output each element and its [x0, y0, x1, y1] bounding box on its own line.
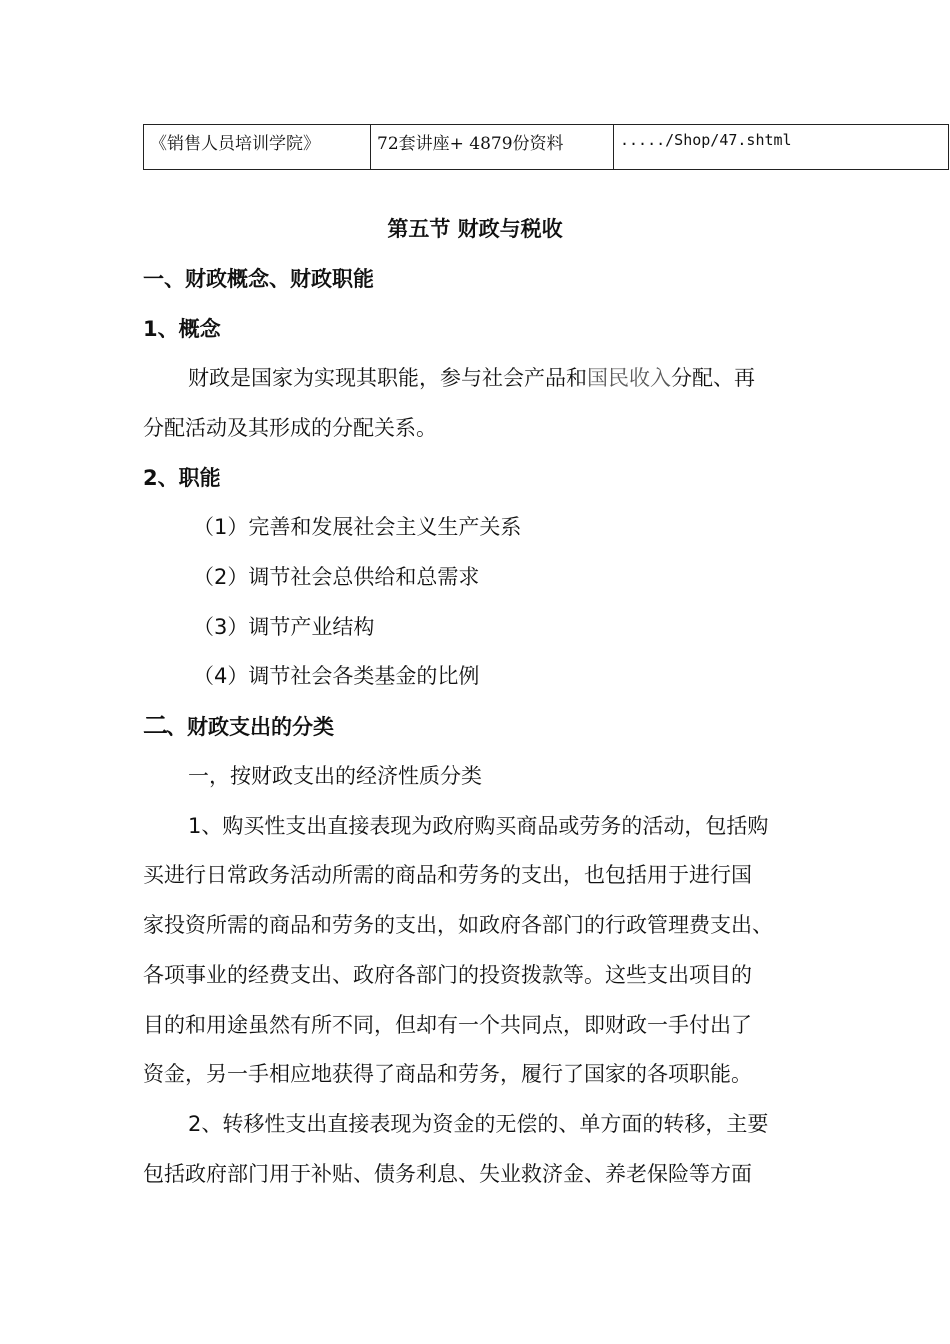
concept-text-a: 财政是国家为实现其职能，参与社会产品和 [188, 366, 587, 390]
heading-functions: 2、职能 [143, 466, 221, 490]
heading-concept: 1、概念 [143, 317, 221, 341]
concept-text-b: 分配、再 [671, 366, 755, 390]
heading-two-text: 、财政支出的分类 [166, 715, 335, 739]
para1-line: 目的和用途虽然有所不同，但却有一个共同点，即财政一手付出了 [143, 1013, 752, 1037]
para1-line: 买进行日常政务活动所需的商品和劳务的支出，也包括用于进行国 [143, 863, 752, 887]
function-item: （2）调节社会总供给和总需求 [193, 565, 480, 589]
function-item: （4）调节社会各类基金的比例 [193, 664, 480, 688]
table-cell-content: 72套讲座+ 4879份资料 [371, 125, 614, 170]
para2-line: 2、转移性支出直接表现为资金的无偿的、单方面的转移，主要 [188, 1112, 769, 1136]
table-cell-link[interactable]: ...../Shop/47.shtml [614, 125, 949, 170]
heading-two-number: 二 [143, 711, 167, 740]
concept-paragraph-line-1 [188, 363, 755, 393]
section-title: 第五节 财政与税收 [387, 217, 563, 241]
function-item: （3）调节产业结构 [193, 615, 375, 639]
heading-one: 一、财政概念、财政职能 [143, 267, 374, 291]
para1-line: 资金，另一手相应地获得了商品和劳务，履行了国家的各项职能。 [143, 1062, 752, 1086]
heading-two [143, 711, 334, 742]
para2-line: 包括政府部门用于补贴、债务利息、失业救济金、养老保险等方面 [143, 1162, 752, 1186]
national-income-link[interactable]: 国民收入 [587, 366, 671, 390]
concept-paragraph-line-2: 分配活动及其形成的分配关系。 [143, 416, 437, 440]
table-cell-course: 《销售人员培训学院》 [144, 125, 371, 170]
function-item: （1）完善和发展社会主义生产关系 [193, 515, 522, 539]
table-row [144, 125, 949, 170]
subheading-economic-nature: 一，按财政支出的经济性质分类 [188, 764, 482, 788]
para1-line: 1、购买性支出直接表现为政府购买商品或劳务的活动，包括购 [188, 814, 769, 838]
reference-table [143, 124, 949, 170]
para1-line: 各项事业的经费支出、政府各部门的投资拨款等。这些支出项目的 [143, 963, 752, 987]
para1-line: 家投资所需的商品和劳务的支出，如政府各部门的行政管理费支出、 [143, 913, 773, 937]
